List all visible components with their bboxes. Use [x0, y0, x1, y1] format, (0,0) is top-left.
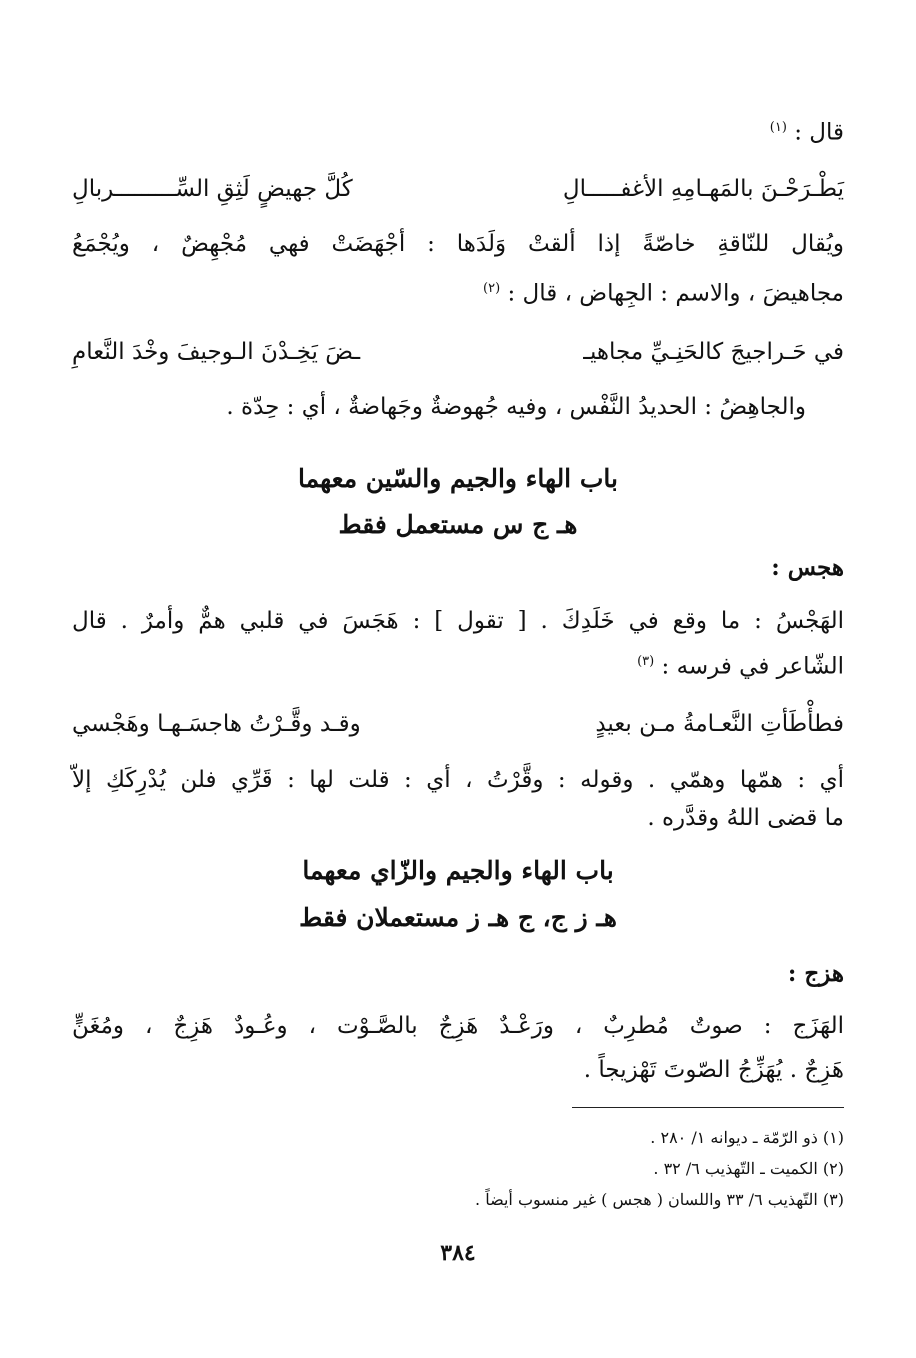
verse-2-first-hemistich: في حَـراجيجَ كالحَنِـيِّ مجاهيـ	[583, 339, 844, 365]
footnote-ref-2: (٢)	[483, 281, 501, 296]
verse-2	[72, 335, 844, 369]
paragraph-5-line-2: هَزِجٌ . يُهَزِّجُ الصّوتَ تَهْزيجاً .	[583, 1057, 844, 1083]
footnote-ref-3: (٣)	[637, 654, 655, 669]
paragraph-3-line-1: الهَجْسُ : ما وقع في خَلَدِكَ . [ تقول ] : هَجَسَ في قلبي همٌّ وأمرٌ . قال	[72, 608, 844, 634]
footnote-ref-1: (١)	[769, 120, 787, 135]
paragraph-1-line-2-text: مجاهيضَ ، والاسم : الجِهاض ، قال :	[507, 280, 844, 307]
entry-heading-hazaj: هزج :	[787, 960, 844, 987]
paragraph-1-line-2	[72, 272, 844, 311]
verse-1	[72, 172, 844, 206]
chapter-subheading-2: هـ ز ج، ج هـ ز مستعملان فقط	[299, 903, 617, 932]
page-number: ٣٨٤	[440, 1240, 476, 1266]
footnote-2: (٢) الكميت ـ التّهذيب ٦/ ٣٢ .	[653, 1159, 844, 1178]
paragraph-5-line-1: الهَزَج : صوتٌ مُطرِبٌ ، ورَعْـدٌ هَزِجٌ بالصَّـوْت ، وعُـودٌ هَزِجٌ ، ومُغَنٍّ	[72, 1013, 844, 1039]
footnote-separator	[572, 1107, 844, 1108]
footnote-1: (١) ذو الرّمّة ـ ديوانه ١/ ٢٨٠ .	[650, 1128, 844, 1147]
chapter-subheading-1: هـ ج س مستعمل فقط	[338, 510, 578, 539]
paragraph-4-line-1: أي : همّها وهمّي . وقوله : وقَّرْتُ ، أي : قلت لها : قَرِّي فلن يُدْرِكَكِ إلاّ	[72, 767, 844, 793]
verse-3-first-hemistich: فطأْطَأتِ النَّعـامةُ مـن بعيدٍ	[595, 711, 844, 737]
paragraph-3-line-2	[72, 645, 844, 684]
qala-text: قال :	[794, 119, 844, 146]
paragraph-4-line-2: ما قضى اللهُ وقدَّره .	[647, 805, 844, 831]
verse-3-second-hemistich: وقـد وقَّـرْتُ هاجسَـهـا وهَجْسي	[72, 711, 361, 737]
paragraph-2: والجاهِضُ : الحديدُ النَّفْس ، وفيه جُهوضةٌ وجَهاضةٌ ، أي : حِدّة .	[226, 394, 806, 420]
verse-1-second-hemistich: كُلَّ جهيضٍ لَثِقِ السِّـــــــــربالِ	[72, 176, 353, 202]
paragraph-1-line-1: ويُقال للنّاقةِ خاصّةً إذا ألقتْ وَلَدَها : أجْهَضَتْ فهي مُجْهِضٌ ، ويُجْمَعُ	[72, 231, 844, 257]
verse-1-first-hemistich: يَطْـرَحْـنَ بالمَهـامِهِ الأغفـــــالِ	[562, 176, 844, 202]
verse-2-second-hemistich: ـضَ يَخِـدْنَ الـوجيفَ وخْدَ النَّعامِ	[72, 339, 361, 365]
chapter-heading-2: باب الهاء والجيم والزّاي معهما	[302, 856, 614, 885]
chapter-heading-1: باب الهاء والجيم والسّين معهما	[298, 464, 618, 493]
verse-3	[72, 707, 844, 741]
entry-heading-hajas: هجس :	[771, 554, 844, 581]
footnote-3: (٣) التّهذيب ٦/ ٣٣ واللسان ( هجس ) غير منسوب أيضاً .	[475, 1190, 844, 1209]
qala-line-1	[72, 111, 844, 150]
paragraph-3-line-2-text: الشّاعر في فرسه :	[661, 653, 844, 680]
